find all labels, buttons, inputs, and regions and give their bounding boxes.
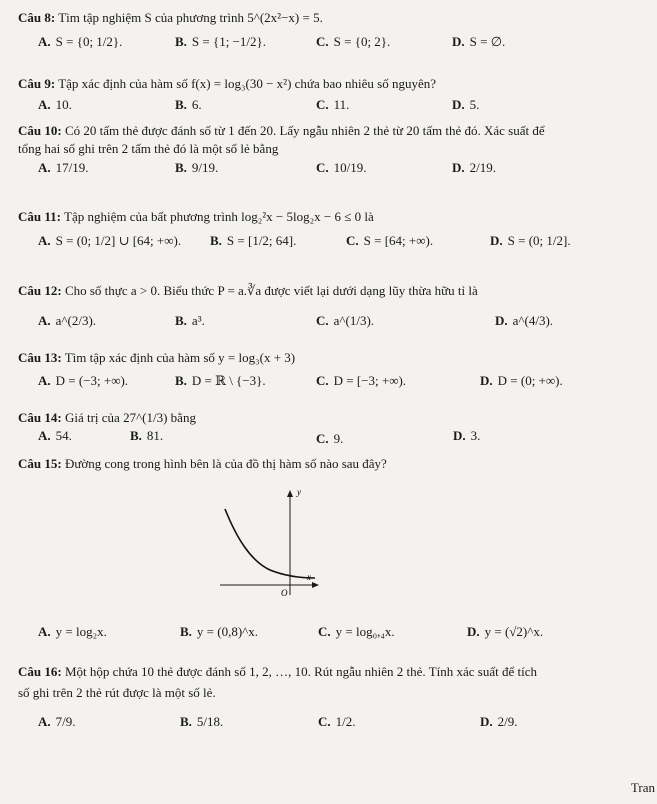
option-c: C. 1/2. <box>318 714 356 729</box>
question-16-line2: số ghi trên 2 thẻ rút được là một số lẻ. <box>18 685 216 700</box>
question-text: Giá trị của 27^(1/3) bằng <box>64 410 196 425</box>
question-label: Câu 16: <box>18 664 62 679</box>
question-text: Đường cong trong hình bên là của đồ thị hàm số nào sau đây? <box>64 456 387 471</box>
option-d: D. a^(4/3). <box>495 313 554 328</box>
graph-curve <box>225 509 315 578</box>
page-footer: Tran <box>630 780 655 795</box>
question-text: Tìm tập xác định của hàm số y = log₃(x + 3) <box>64 350 296 365</box>
question-15 <box>18 456 387 472</box>
option-b: B. S = [1/2; 64]. <box>210 233 297 248</box>
option-c: C. S = {0; 2}. <box>316 34 391 49</box>
option-a: A. a^(2/3). <box>38 313 97 328</box>
option-a: A. 10. <box>38 97 72 112</box>
option-b: B. 81. <box>130 428 164 443</box>
option-a: A. S = {0; 1/2}. <box>38 34 123 49</box>
question-text: Có 20 tấm thẻ được đánh số từ 1 đến 20. Lấy ngẫu nhiên 2 thẻ từ 20 tấm thẻ đó. Xác suất để <box>64 123 545 138</box>
option-c: C. 9. <box>316 431 344 446</box>
option-d: D. S = (0; 1/2]. <box>490 233 571 248</box>
option-b: B. 5/18. <box>180 714 224 729</box>
question-12 <box>18 283 478 299</box>
x-axis-label: x <box>307 572 311 582</box>
question-14 <box>18 410 196 426</box>
function-graph <box>215 487 320 597</box>
question-13 <box>18 350 295 366</box>
question-label: Câu 15: <box>18 456 62 471</box>
question-label: Câu 11: <box>18 209 61 224</box>
question-11 <box>18 209 374 225</box>
option-d: D. 2/19. <box>452 160 497 175</box>
option-c: C. y = log₀,₄x. <box>318 624 395 639</box>
option-a: A. y = log₂x. <box>38 624 107 639</box>
question-16 <box>18 664 537 680</box>
option-b: B. S = {1; −1/2}. <box>175 34 267 49</box>
origin-label: O <box>281 588 288 597</box>
question-8 <box>18 10 323 26</box>
question-label: Câu 12: <box>18 283 62 298</box>
question-label: Câu 13: <box>18 350 62 365</box>
option-a: A. 54. <box>38 428 72 443</box>
question-label: Câu 14: <box>18 410 62 425</box>
option-b: B. D = ℝ \ {−3}. <box>175 373 266 388</box>
option-d: D. D = (0; +∞). <box>480 373 563 388</box>
question-label: Câu 9: <box>18 76 56 91</box>
option-a: A. D = (−3; +∞). <box>38 373 129 388</box>
question-text: Một hộp chứa 10 thẻ được đánh số 1, 2, …, 10. Rút ngẫu nhiên 2 thẻ. Tính xác suất để tích <box>64 664 537 679</box>
question-label: Câu 10: <box>18 123 62 138</box>
question-10 <box>18 123 545 139</box>
x-axis-arrow <box>312 582 319 588</box>
option-d: D. 3. <box>453 428 481 443</box>
question-10-line2: tổng hai số ghi trên 2 tấm thẻ đó là một số lẻ bằng <box>18 141 279 156</box>
question-text: Tập nghiệm của bất phương trình log₂²x − 5log₂x − 6 ≤ 0 là <box>64 209 374 224</box>
option-b: B. a³. <box>175 313 205 328</box>
option-c: C. a^(1/3). <box>316 313 375 328</box>
option-b: B. 9/19. <box>175 160 219 175</box>
y-axis-label: y <box>297 487 301 497</box>
option-d: D. S = ∅. <box>452 34 506 49</box>
option-b: B. 6. <box>175 97 202 112</box>
option-b: B. y = (0,8)^x. <box>180 624 259 639</box>
question-text: Tập xác định của hàm số f(x) = log₃(30 − x²) chứa bao nhiêu số nguyên? <box>58 76 436 91</box>
question-label: Câu 8: <box>18 10 56 25</box>
question-9 <box>18 76 436 92</box>
question-text: Tìm tập nghiệm S của phương trình 5^(2x²−x) = 5. <box>58 10 323 25</box>
y-axis-arrow <box>287 490 293 497</box>
option-c: C. D = [−3; +∞). <box>316 373 407 388</box>
option-a: A. S = (0; 1/2] ∪ [64; +∞). <box>38 233 182 248</box>
option-d: D. y = (√2)^x. <box>467 624 544 639</box>
option-c: C. 10/19. <box>316 160 367 175</box>
option-c: C. 11. <box>316 97 350 112</box>
option-d: D. 2/9. <box>480 714 518 729</box>
question-text: Cho số thực a > 0. Biểu thức P = a.∛a được viết lại dưới dạng lũy thừa hữu tỉ là <box>64 283 478 298</box>
option-c: C. S = [64; +∞). <box>346 233 434 248</box>
option-d: D. 5. <box>452 97 480 112</box>
option-a: A. 7/9. <box>38 714 76 729</box>
option-a: A. 17/19. <box>38 160 89 175</box>
